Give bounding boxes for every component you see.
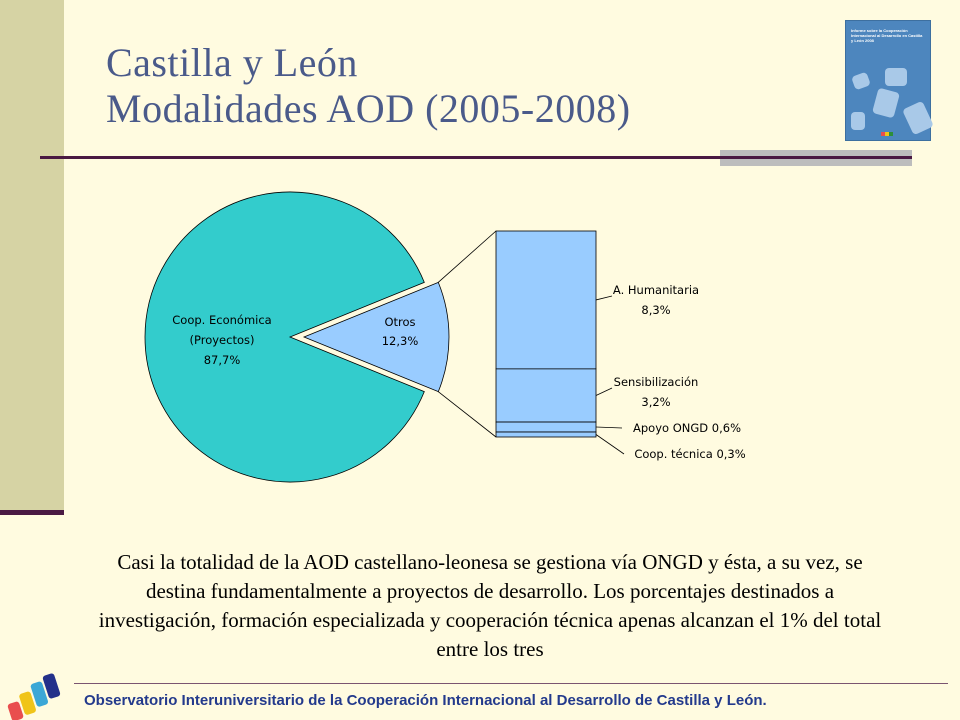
title-line-1: Castilla y León bbox=[106, 40, 358, 85]
title-line-2: Modalidades AOD (2005-2008) bbox=[106, 86, 631, 131]
bar-label-0-line-0: A. Humanitaria bbox=[612, 283, 700, 297]
pie-label-coop-economica-line-2: 87,7% bbox=[203, 353, 241, 367]
pie-label-coop-economica-line-0: Coop. Económica bbox=[172, 313, 272, 327]
leader-line-3 bbox=[596, 435, 624, 454]
leader-line-1 bbox=[596, 388, 612, 395]
cover-title-text: Informe sobre la Cooperación Internacional al Desarrollo en Castilla y León 2008 bbox=[851, 28, 923, 43]
connector-line-bottom bbox=[438, 392, 496, 437]
observatory-logo-icon bbox=[0, 672, 80, 720]
bar-segment-1 bbox=[496, 369, 596, 422]
bar-segment-0 bbox=[496, 231, 596, 369]
slide-caption: Casi la totalidad de la AOD castellano-leonesa se gestiona vía ONGD y ésta, a su vez, se destina fundamentalmente a proyectos de desarrollo. Los porcentajes destinados a investigación, formación especializada y cooperación técnica apenas alcanzan el 1% del total entre los tres bbox=[98, 550, 882, 661]
pie-label-otros-line-0: Otros bbox=[384, 315, 416, 329]
bar-label-0-line-1: 8,3% bbox=[641, 303, 671, 317]
leader-line-0 bbox=[596, 296, 612, 300]
bar-segment-2 bbox=[496, 422, 596, 432]
footer-text: Observatorio Interuniversitario de la Cooperación Internacional al Desarrollo de Castilla y León. bbox=[84, 692, 767, 709]
footer-rule bbox=[74, 683, 948, 684]
breakdown-bar bbox=[496, 231, 596, 437]
pie-label-coop-economica-line-1: (Proyectos) bbox=[189, 333, 255, 347]
bar-label-1-line-1: 3,2% bbox=[641, 395, 671, 409]
bar-label-3-line-0: Coop. técnica 0,3% bbox=[634, 447, 746, 461]
bar-label-1-line-0: Sensibilización bbox=[613, 375, 699, 389]
bar-label-2-line-0: Apoyo ONGD 0,6% bbox=[633, 421, 741, 435]
leader-line-2 bbox=[596, 427, 622, 428]
bar-segment-3 bbox=[496, 432, 596, 437]
connector-line-top bbox=[438, 231, 496, 282]
pie-label-otros-line-1: 12,3% bbox=[381, 334, 419, 348]
